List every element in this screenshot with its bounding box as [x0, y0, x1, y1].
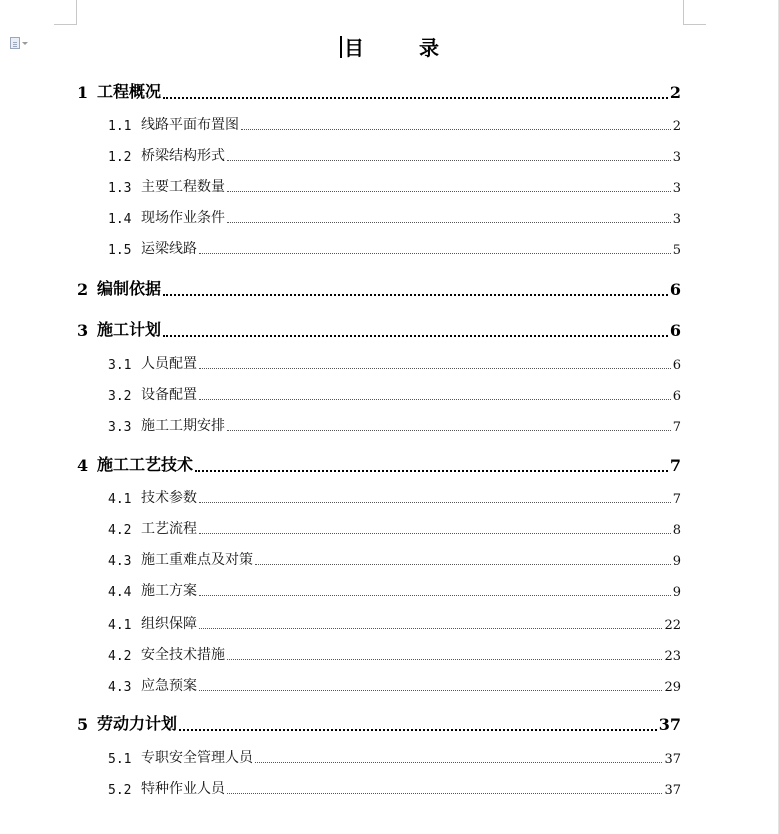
toc-entry-label: 编制依据 [97, 279, 162, 298]
toc-entry-page-number: 9 [672, 585, 681, 600]
toc-entry-label: 施工重难点及对策 [141, 552, 253, 568]
toc-entry-label: 施工方案 [141, 583, 197, 599]
toc-entry-number: 2 [77, 280, 89, 299]
toc-entry-label: 人员配置 [141, 356, 197, 372]
toc-dot-leader [179, 728, 657, 731]
toc-entry-level2[interactable] [108, 613, 681, 633]
toc-entry-number: 1 [77, 83, 89, 102]
toc-entry-label: 专职安全管理人员 [141, 750, 253, 766]
toc-entry-number: 3 [77, 321, 89, 340]
text-cursor [340, 36, 342, 58]
toc-entry-number: 4.3 [108, 680, 132, 695]
toc-entry-number: 4.2 [108, 523, 132, 538]
toc-dot-leader [255, 563, 671, 565]
page-corner-mark-right [683, 0, 706, 25]
toc-entry-level2[interactable] [108, 353, 681, 373]
toc-entry-label: 施工计划 [97, 320, 162, 339]
toc-entry-page-number: 7 [669, 456, 681, 475]
toc-entry-page-number: 3 [672, 212, 681, 227]
toc-dot-leader [199, 627, 662, 629]
toc-entry-page-number: 7 [672, 420, 681, 435]
toc-entry-level2[interactable] [108, 518, 681, 538]
toc-entry-page-number: 6 [672, 358, 681, 373]
toc-entry-label: 现场作业条件 [141, 210, 225, 226]
toc-entry-page-number: 2 [669, 83, 681, 102]
toc-entry-number: 4.1 [108, 492, 132, 507]
page-corner-mark-left [54, 0, 77, 25]
toc-entry-label: 工程概况 [97, 82, 162, 101]
toc-entry-level2[interactable] [108, 207, 681, 227]
toc-entry-level1[interactable] [77, 452, 681, 475]
toc-dot-leader [163, 334, 668, 337]
toc-dot-leader [199, 689, 662, 691]
toc-entry-level2[interactable] [108, 747, 681, 767]
toc-entry-page-number: 2 [672, 119, 681, 134]
toc-dot-leader [199, 367, 671, 369]
toc-entry-number: 1.5 [108, 243, 132, 258]
toc-dot-leader [199, 532, 671, 534]
toc-entry-page-number: 23 [664, 649, 681, 664]
toc-dot-leader [255, 761, 662, 763]
toc-dot-leader [199, 252, 671, 254]
toc-entry-level2[interactable] [108, 145, 681, 165]
toc-entry-number: 5 [77, 715, 89, 734]
toc-entry-level2[interactable] [108, 487, 681, 507]
page-title-text: 目 录 [344, 36, 463, 60]
toc-entry-number: 4.2 [108, 649, 132, 664]
toc-entry-page-number: 5 [672, 243, 681, 258]
toc-entry-page-number: 3 [672, 150, 681, 165]
toc-entry-label: 工艺流程 [141, 521, 197, 537]
toc-entry-number: 5.1 [108, 752, 132, 767]
toc-entry-label: 应急预案 [141, 678, 197, 694]
toc-dot-leader [227, 159, 671, 161]
toc-entry-number: 1.1 [108, 119, 132, 134]
toc-entry-number: 4.1 [108, 618, 132, 633]
toc-entry-number: 3.3 [108, 420, 132, 435]
toc-entry-level2[interactable] [108, 415, 681, 435]
toc-entry-label: 施工工期安排 [141, 418, 225, 434]
toc-entry-level2[interactable] [108, 549, 681, 569]
toc-entry-number: 5.2 [108, 783, 132, 798]
toc-dot-leader [163, 293, 668, 296]
toc-entry-label: 施工工艺技术 [97, 455, 194, 474]
toc-entry-label: 劳动力计划 [97, 714, 178, 733]
toc-dot-leader [227, 792, 662, 794]
toc-entry-level1[interactable] [77, 79, 681, 102]
toc-entry-page-number: 6 [669, 321, 681, 340]
toc-dot-leader [199, 594, 671, 596]
toc-dot-leader [241, 128, 671, 130]
page-title[interactable] [0, 32, 779, 61]
toc-dot-leader [199, 398, 671, 400]
toc-entry-level1[interactable] [77, 276, 681, 299]
toc-dot-leader [227, 190, 671, 192]
toc-entry-page-number: 8 [672, 523, 681, 538]
toc-entry-number: 1.3 [108, 181, 132, 196]
toc-entry-label: 特种作业人员 [141, 781, 225, 797]
toc-entry-level2[interactable] [108, 176, 681, 196]
toc-entry-page-number: 9 [672, 554, 681, 569]
toc-entry-level2[interactable] [108, 778, 681, 798]
toc-entry-page-number: 37 [664, 783, 681, 798]
toc-entry-level2[interactable] [108, 580, 681, 600]
toc-entry-level2[interactable] [108, 675, 681, 695]
toc-entry-number: 3.1 [108, 358, 132, 373]
toc-entry-level2[interactable] [108, 384, 681, 404]
toc-entry-level1[interactable] [77, 711, 681, 734]
toc-entry-level2[interactable] [108, 644, 681, 664]
toc-dot-leader [163, 96, 668, 99]
toc-entry-page-number: 22 [664, 618, 681, 633]
toc-entry-number: 4.4 [108, 585, 132, 600]
toc-entry-number: 1.4 [108, 212, 132, 227]
toc-entry-label: 安全技术措施 [141, 647, 225, 663]
toc-entry-page-number: 6 [669, 280, 681, 299]
toc-entry-page-number: 37 [664, 752, 681, 767]
toc-entry-page-number: 3 [672, 181, 681, 196]
toc-dot-leader [227, 429, 671, 431]
toc-entry-label: 技术参数 [141, 490, 197, 506]
toc-entry-number: 4.3 [108, 554, 132, 569]
toc-entry-page-number: 37 [658, 715, 681, 734]
toc-entry-level2[interactable] [108, 114, 681, 134]
toc-dot-leader [227, 221, 671, 223]
toc-entry-level2[interactable] [108, 238, 681, 258]
toc-entry-level1[interactable] [77, 317, 681, 340]
toc-dot-leader [227, 658, 662, 660]
toc-entry-page-number: 6 [672, 389, 681, 404]
toc-entry-number: 1.2 [108, 150, 132, 165]
toc-entry-number: 4 [77, 456, 89, 475]
toc-entry-page-number: 7 [672, 492, 681, 507]
toc-entry-label: 主要工程数量 [141, 179, 225, 195]
toc-entry-label: 组织保障 [141, 616, 197, 632]
toc-entry-label: 线路平面布置图 [141, 117, 239, 133]
toc-entry-label: 设备配置 [141, 387, 197, 403]
toc-dot-leader [199, 501, 671, 503]
toc-entry-label: 运梁线路 [141, 241, 197, 257]
toc-entry-label: 桥梁结构形式 [141, 148, 225, 164]
toc-entry-number: 3.2 [108, 389, 132, 404]
toc-dot-leader [195, 469, 668, 472]
toc-entry-page-number: 29 [664, 680, 681, 695]
